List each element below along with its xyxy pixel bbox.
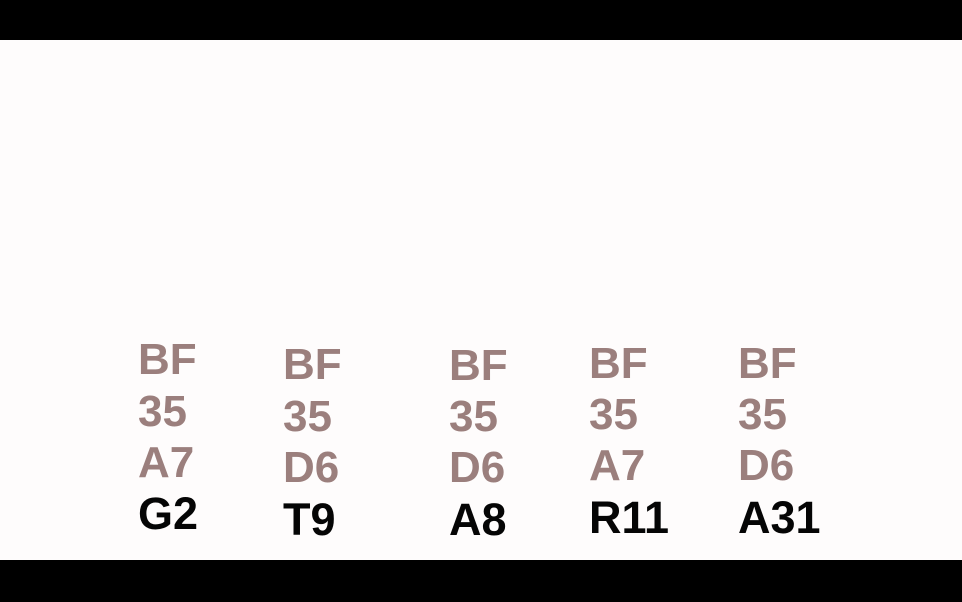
code-line-3: D6 — [738, 441, 795, 490]
code-line-1: BF — [589, 339, 648, 388]
code-line-1: BF — [449, 341, 508, 390]
code-line-3: A7 — [589, 441, 646, 490]
letterbox-top — [0, 0, 962, 40]
code-line-2: 35 — [283, 392, 332, 441]
code-line-4: G2 — [138, 488, 199, 539]
code-line-1: BF — [738, 339, 797, 388]
code-line-4: R11 — [589, 492, 670, 543]
video-frame — [0, 40, 962, 560]
code-line-2: 35 — [138, 387, 187, 436]
code-line-3: D6 — [283, 443, 340, 492]
code-line-2: 35 — [738, 390, 787, 439]
code-line-3: D6 — [449, 443, 506, 492]
code-line-1: BF — [283, 340, 342, 389]
code-line-2: 35 — [449, 392, 498, 441]
code-line-4: A8 — [449, 494, 507, 545]
code-line-4: A31 — [738, 492, 821, 543]
letterbox-bottom — [0, 560, 962, 602]
code-line-4: T9 — [283, 494, 336, 545]
code-line-3: A7 — [138, 438, 195, 487]
code-line-2: 35 — [589, 390, 638, 439]
code-line-1: BF — [138, 335, 197, 384]
